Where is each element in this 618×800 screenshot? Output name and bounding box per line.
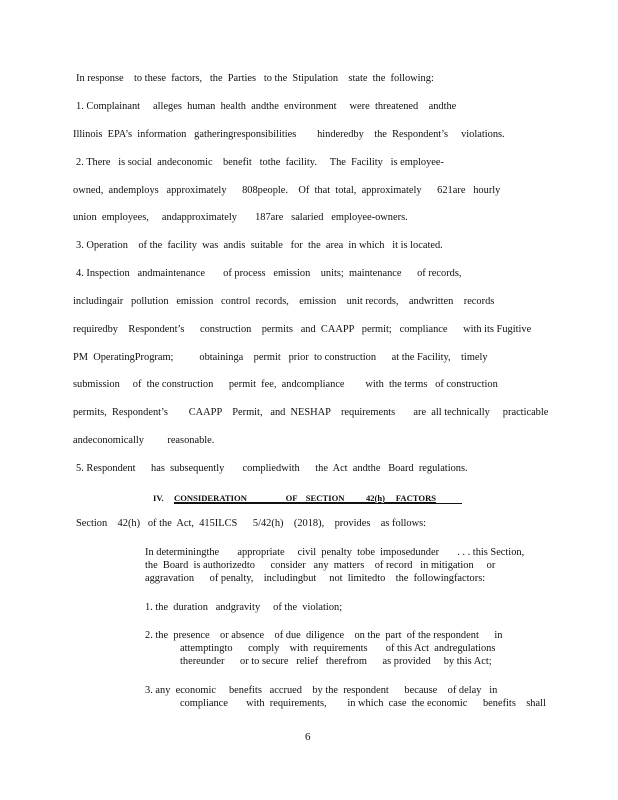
heading-number: IV.	[153, 493, 164, 503]
paragraph-line: 5. Respondent has subsequently compliedwith the Act andthe Board regulations.	[76, 463, 468, 474]
paragraph-line: Illinois EPA’s information gatheringresponsibilities hinderedby the Respondent’s violations.	[73, 129, 505, 140]
paragraph-line: PM OperatingProgram; obtaininga permit prior to construction at the Facility, timely	[73, 352, 488, 363]
intro-line: In response to these factors, the Parties to the Stipulation state the following:	[76, 73, 434, 84]
quote-line: aggravation of penalty, includingbut not limitedto the followingfactors:	[145, 573, 486, 584]
quote-item-2-continuation: thereunder or to secure relief therefrom as provided by this Act;	[180, 656, 492, 667]
heading-title-text: CONSIDERATION OF SECTION 42(h) FACTORS	[174, 493, 437, 503]
paragraph-line: union employees, andapproximately 187are salaried employee-owners.	[73, 212, 408, 223]
paragraph-line: 2. There is social andeconomic benefit tothe facility. The Facility is employee-	[76, 157, 444, 168]
paragraph-line: submission of the construction permit fee, andcompliance with the terms of construction	[73, 379, 498, 390]
paragraph-line: requiredby Respondent’s construction permits and CAAPP permit; compliance with its Fugitive	[73, 324, 532, 335]
heading-underline	[174, 503, 462, 504]
paragraph-line: includingair pollution emission control records, emission unit records, andwritten records	[73, 296, 495, 307]
page-number: 6	[305, 731, 311, 743]
section-intro-line: Section 42(h) of the Act, 415ILCS 5/42(h) (2018), provides as follows:	[76, 518, 427, 529]
paragraph-line: 1. Complainant alleges human health andthe environment were threatened andthe	[76, 101, 457, 112]
paragraph-line: 3. Operation of the facility was andis suitable for the area in which it is located.	[76, 240, 443, 251]
paragraph-line: andeconomically reasonable.	[73, 435, 215, 446]
paragraph-line: permits, Respondent’s CAAPP Permit, and NESHAP requirements are all technically practicable	[73, 407, 549, 418]
quote-item-2: 2. the presence or absence of due diligence on the part of the respondent in	[145, 630, 503, 641]
quote-item-3-continuation: compliance with requirements, in which case the economic benefits shall	[180, 698, 546, 709]
paragraph-line: owned, andemploys approximately 808people. Of that total, approximately 621are hourly	[73, 185, 501, 196]
quote-line: In determiningthe appropriate civil penalty tobe imposedunder . . . this Section,	[145, 547, 525, 558]
quote-item-3: 3. any economic benefits accrued by the respondent because of delay in	[145, 685, 498, 696]
quote-item-2-continuation: attemptingto comply with requirements of this Act andregulations	[180, 643, 496, 654]
paragraph-line: 4. Inspection andmaintenance of process emission units; maintenance of records,	[76, 268, 462, 279]
heading-title	[174, 493, 436, 503]
quote-item-1: 1. the duration andgravity of the violation;	[145, 602, 343, 613]
quote-line: the Board is authorizedto consider any matters of record in mitigation or	[145, 560, 496, 571]
